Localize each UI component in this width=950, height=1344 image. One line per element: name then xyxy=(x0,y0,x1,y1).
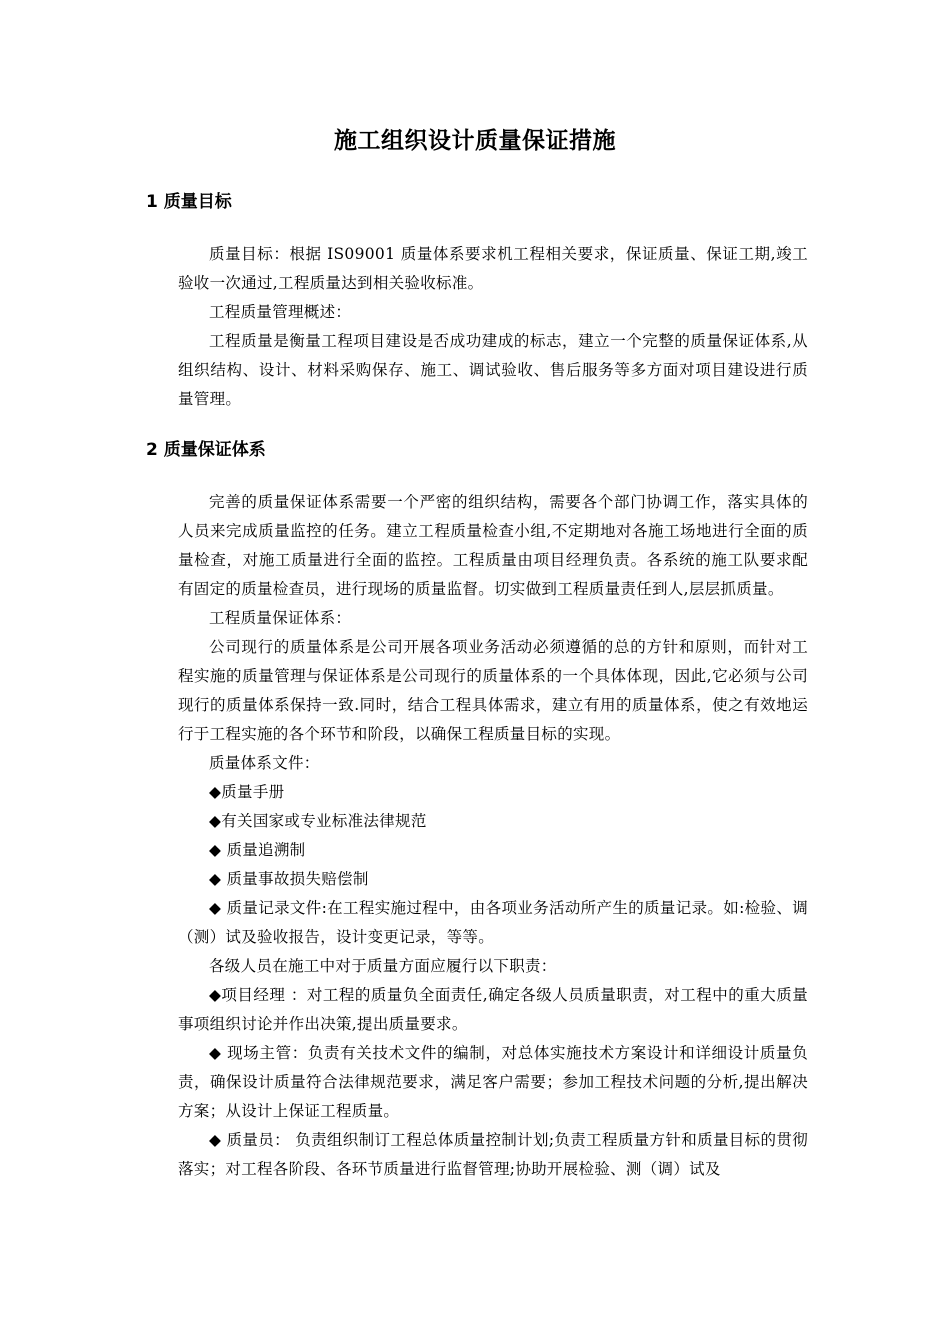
paragraph: 工程质量是衡量工程项目建设是否成功建成的标志，建立一个完整的质量保证体系,从组织结构、设计、材料采购保存、施工、调试验收、售后服务等多方面对项目建设进行质量管理。 xyxy=(178,332,808,408)
paragraph: 完善的质量保证体系需要一个严密的组织结构，需要各个部门协调工作，落实具体的人员来完成质量监控的任务。建立工程质量检查小组,不定期地对各施工场地进行全面的质量检查，对施工质量进行全面的监控。工程质量由项目经理负责。各系统的施工队要求配有固定的质量检查员，进行现场的质量监督。切实做到工程质量责任到人,层层抓质量。 xyxy=(178,493,808,598)
paragraph: 各级人员在施工中对于质量方面应履行以下职责： xyxy=(209,957,557,975)
list-item: ◆ 质量事故损失赔偿制 xyxy=(209,870,369,888)
paragraph: 公司现行的质量体系是公司开展各项业务活动必须遵循的总的方针和原则，而针对工程实施的质量管理与保证体系是公司现行的质量体系的一个具体体现，因此,它必须与公司现行的质量体系保持一致.同时，结合工程具体需求，建立有用的质量体系，使之有效地运行于工程实施的各个环节和阶段，以确保工程质量目标的实现。 xyxy=(178,638,808,743)
section-2-body xyxy=(178,488,808,1184)
document-title: 施工组织设计质量保证措施 xyxy=(334,128,616,154)
list-item: ◆ 现场主管：负责有关技术文件的编制，对总体实施技术方案设计和详细设计质量负责，确保设计质量符合法律规范要求，满足客户需要；参加工程技术问题的分析,提出解决方案；从设计上保证工程质量。 xyxy=(178,1044,808,1120)
section-1-heading: 1 质量目标 xyxy=(146,192,232,212)
list-item: ◆ 质量员： 负责组织制订工程总体质量控制计划;负责工程质量方针和质量目标的贯彻落实；对工程各阶段、各环节质量进行监督管理;协助开展检验、测（调）试及 xyxy=(178,1131,808,1178)
list-item: ◆质量手册 xyxy=(209,783,285,801)
paragraph: 质量体系文件： xyxy=(209,754,320,772)
list-item: ◆ 质量追溯制 xyxy=(209,841,306,859)
paragraph: 质量目标：根据 IS09001 质量体系要求机工程相关要求，保证质量、保证工期,竣工验收一次通过,工程质量达到相关验收标准。 xyxy=(178,245,808,292)
list-item: ◆项目经理 ：对工程的质量负全面责任,确定各级人员质量职责，对工程中的重大质量事项组织讨论并作出决策,提出质量要求。 xyxy=(178,986,808,1033)
paragraph: 工程质量保证体系： xyxy=(209,609,352,627)
list-item: ◆ 质量记录文件:在工程实施过程中，由各项业务活动所产生的质量记录。如:检验、调（测）试及验收报告，设计变更记录，等等。 xyxy=(178,899,808,946)
section-1-body xyxy=(178,240,808,414)
section-2-heading: 2 质量保证体系 xyxy=(146,440,266,460)
paragraph: 工程质量管理概述： xyxy=(209,303,352,321)
list-item: ◆有关国家或专业标准法律规范 xyxy=(209,812,427,830)
